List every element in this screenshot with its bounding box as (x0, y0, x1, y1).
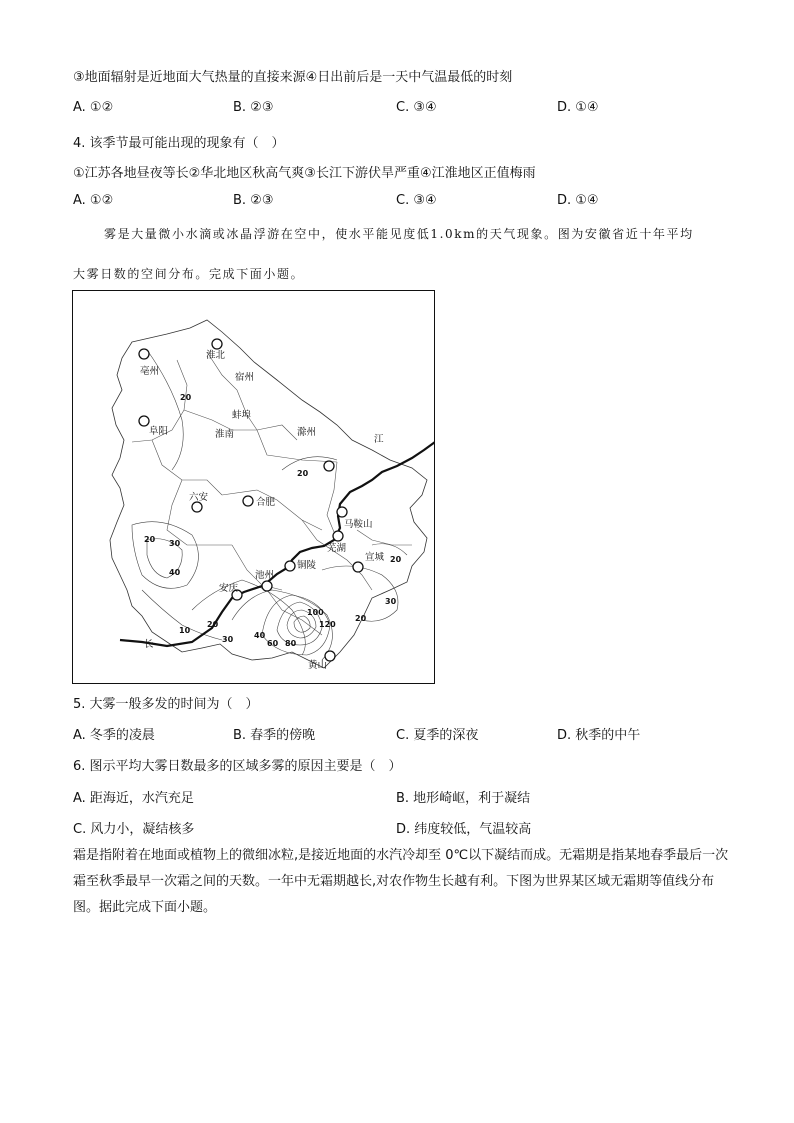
q5-option-d[interactable]: D. 秋季的中午 (557, 728, 641, 743)
isoline-value: 20 (355, 614, 367, 623)
city-label-huainan: 淮南 (215, 429, 235, 440)
q3-option-a[interactable]: A. ①② (73, 100, 114, 115)
q5-option-a[interactable]: A. 冬季的凌晨 (73, 728, 155, 743)
isoline-value: 20 (144, 535, 156, 544)
city-label-tongling: 铜陵 (297, 560, 317, 571)
city-label-hefei: 合肥 (256, 497, 276, 508)
city-label-huaibei: 淮北 (206, 350, 226, 361)
q5-option-b[interactable]: B. 春季的傍晚 (233, 728, 316, 743)
q5-option-c[interactable]: C. 夏季的深夜 (396, 728, 479, 743)
isoline-value: 20 (390, 555, 402, 564)
isoline-value: 80 (285, 639, 297, 648)
city-label-suzhou: 宿州 (235, 372, 255, 383)
q3-option-c[interactable]: C. ③④ (396, 100, 437, 115)
q4-stem: 4. 该季节最可能出现的现象有（ ） (73, 136, 285, 151)
q3-statement-tail: ③地面辐射是近地面大气热量的直接来源④日出前后是一天中气温最低的时刻 (73, 70, 513, 85)
city-label-bengbu: 蚌埠 (232, 410, 252, 421)
fog-intro-line1: 雾是大量微小水滴或冰晶浮游在空中，使水平能见度低1.0km的天气现象。图为安徽省近十年平均 (104, 227, 694, 241)
isoline-value: 120 (319, 620, 336, 629)
isoline-value: 20 (180, 393, 192, 402)
q5-stem: 5. 大雾一般多发的时间为（ ） (73, 697, 259, 712)
q3-option-b[interactable]: B. ②③ (233, 100, 274, 115)
q4-option-d[interactable]: D. ①④ (557, 193, 599, 208)
city-label-maanshan: 马鞍山 (344, 519, 373, 530)
isoline-value: 30 (385, 597, 397, 606)
q6-option-c[interactable]: C. 风力小，凝结核多 (73, 822, 195, 837)
river-label-jiang: 江 (374, 434, 384, 445)
city-label-chuzhou: 滁州 (297, 427, 317, 438)
city-label-anqing: 安庆 (219, 583, 239, 594)
anhui-fog-days-map (72, 290, 435, 684)
isoline-value: 40 (254, 631, 266, 640)
isoline-value: 60 (267, 639, 279, 648)
fog-intro-line2: 大雾日数的空间分布。完成下面小题。 (73, 267, 305, 281)
city-label-xuancheng: 宣城 (365, 552, 385, 563)
q3-option-d[interactable]: D. ①④ (557, 100, 599, 115)
q6-option-a[interactable]: A. 距海近，水汽充足 (73, 791, 194, 806)
city-label-huangshan: 黄山 (308, 660, 328, 671)
q6-option-d[interactable]: D. 纬度较低，气温较高 (396, 822, 532, 837)
q4-option-a[interactable]: A. ①② (73, 193, 114, 208)
river-label-chang: 长 (144, 639, 154, 650)
q4-items: ①江苏各地昼夜等长②华北地区秋高气爽③长江下游伏旱严重④江淮地区正值梅雨 (73, 166, 536, 181)
isoline-value: 30 (169, 539, 181, 548)
city-label-wuhu: 芜湖 (327, 543, 347, 554)
q4-option-c[interactable]: C. ③④ (396, 193, 437, 208)
isoline-value: 40 (169, 568, 181, 577)
q6-option-b[interactable]: B. 地形崎岖，利于凝结 (396, 791, 531, 806)
frost-intro-paragraph: 霜是指附着在地面或植物上的微细冰粒,是接近地面的水汽冷却至 0℃以下凝结而成。无霜期是指某地春季最后一次霜至秋季最早一次霜之间的天数。一年中无霜期越长,对农作物生长越有利。下图为世界某区域无霜期等值线分布图。据此完成下面小题。 (73, 848, 729, 915)
city-label-chizhou: 池州 (255, 570, 275, 581)
city-label-fuyang: 阜阳 (149, 426, 169, 437)
city-label-luan: 六安 (189, 492, 209, 503)
city-label-bozhou: 亳州 (140, 366, 160, 377)
isoline-value: 20 (207, 620, 219, 629)
isoline-value: 20 (297, 469, 309, 478)
isoline-value: 100 (307, 608, 324, 617)
q4-option-b[interactable]: B. ②③ (233, 193, 274, 208)
isoline-value: 30 (222, 635, 234, 644)
isoline-value: 10 (179, 626, 191, 635)
q6-stem: 6. 图示平均大雾日数最多的区域多雾的原因主要是（ ） (73, 759, 402, 774)
